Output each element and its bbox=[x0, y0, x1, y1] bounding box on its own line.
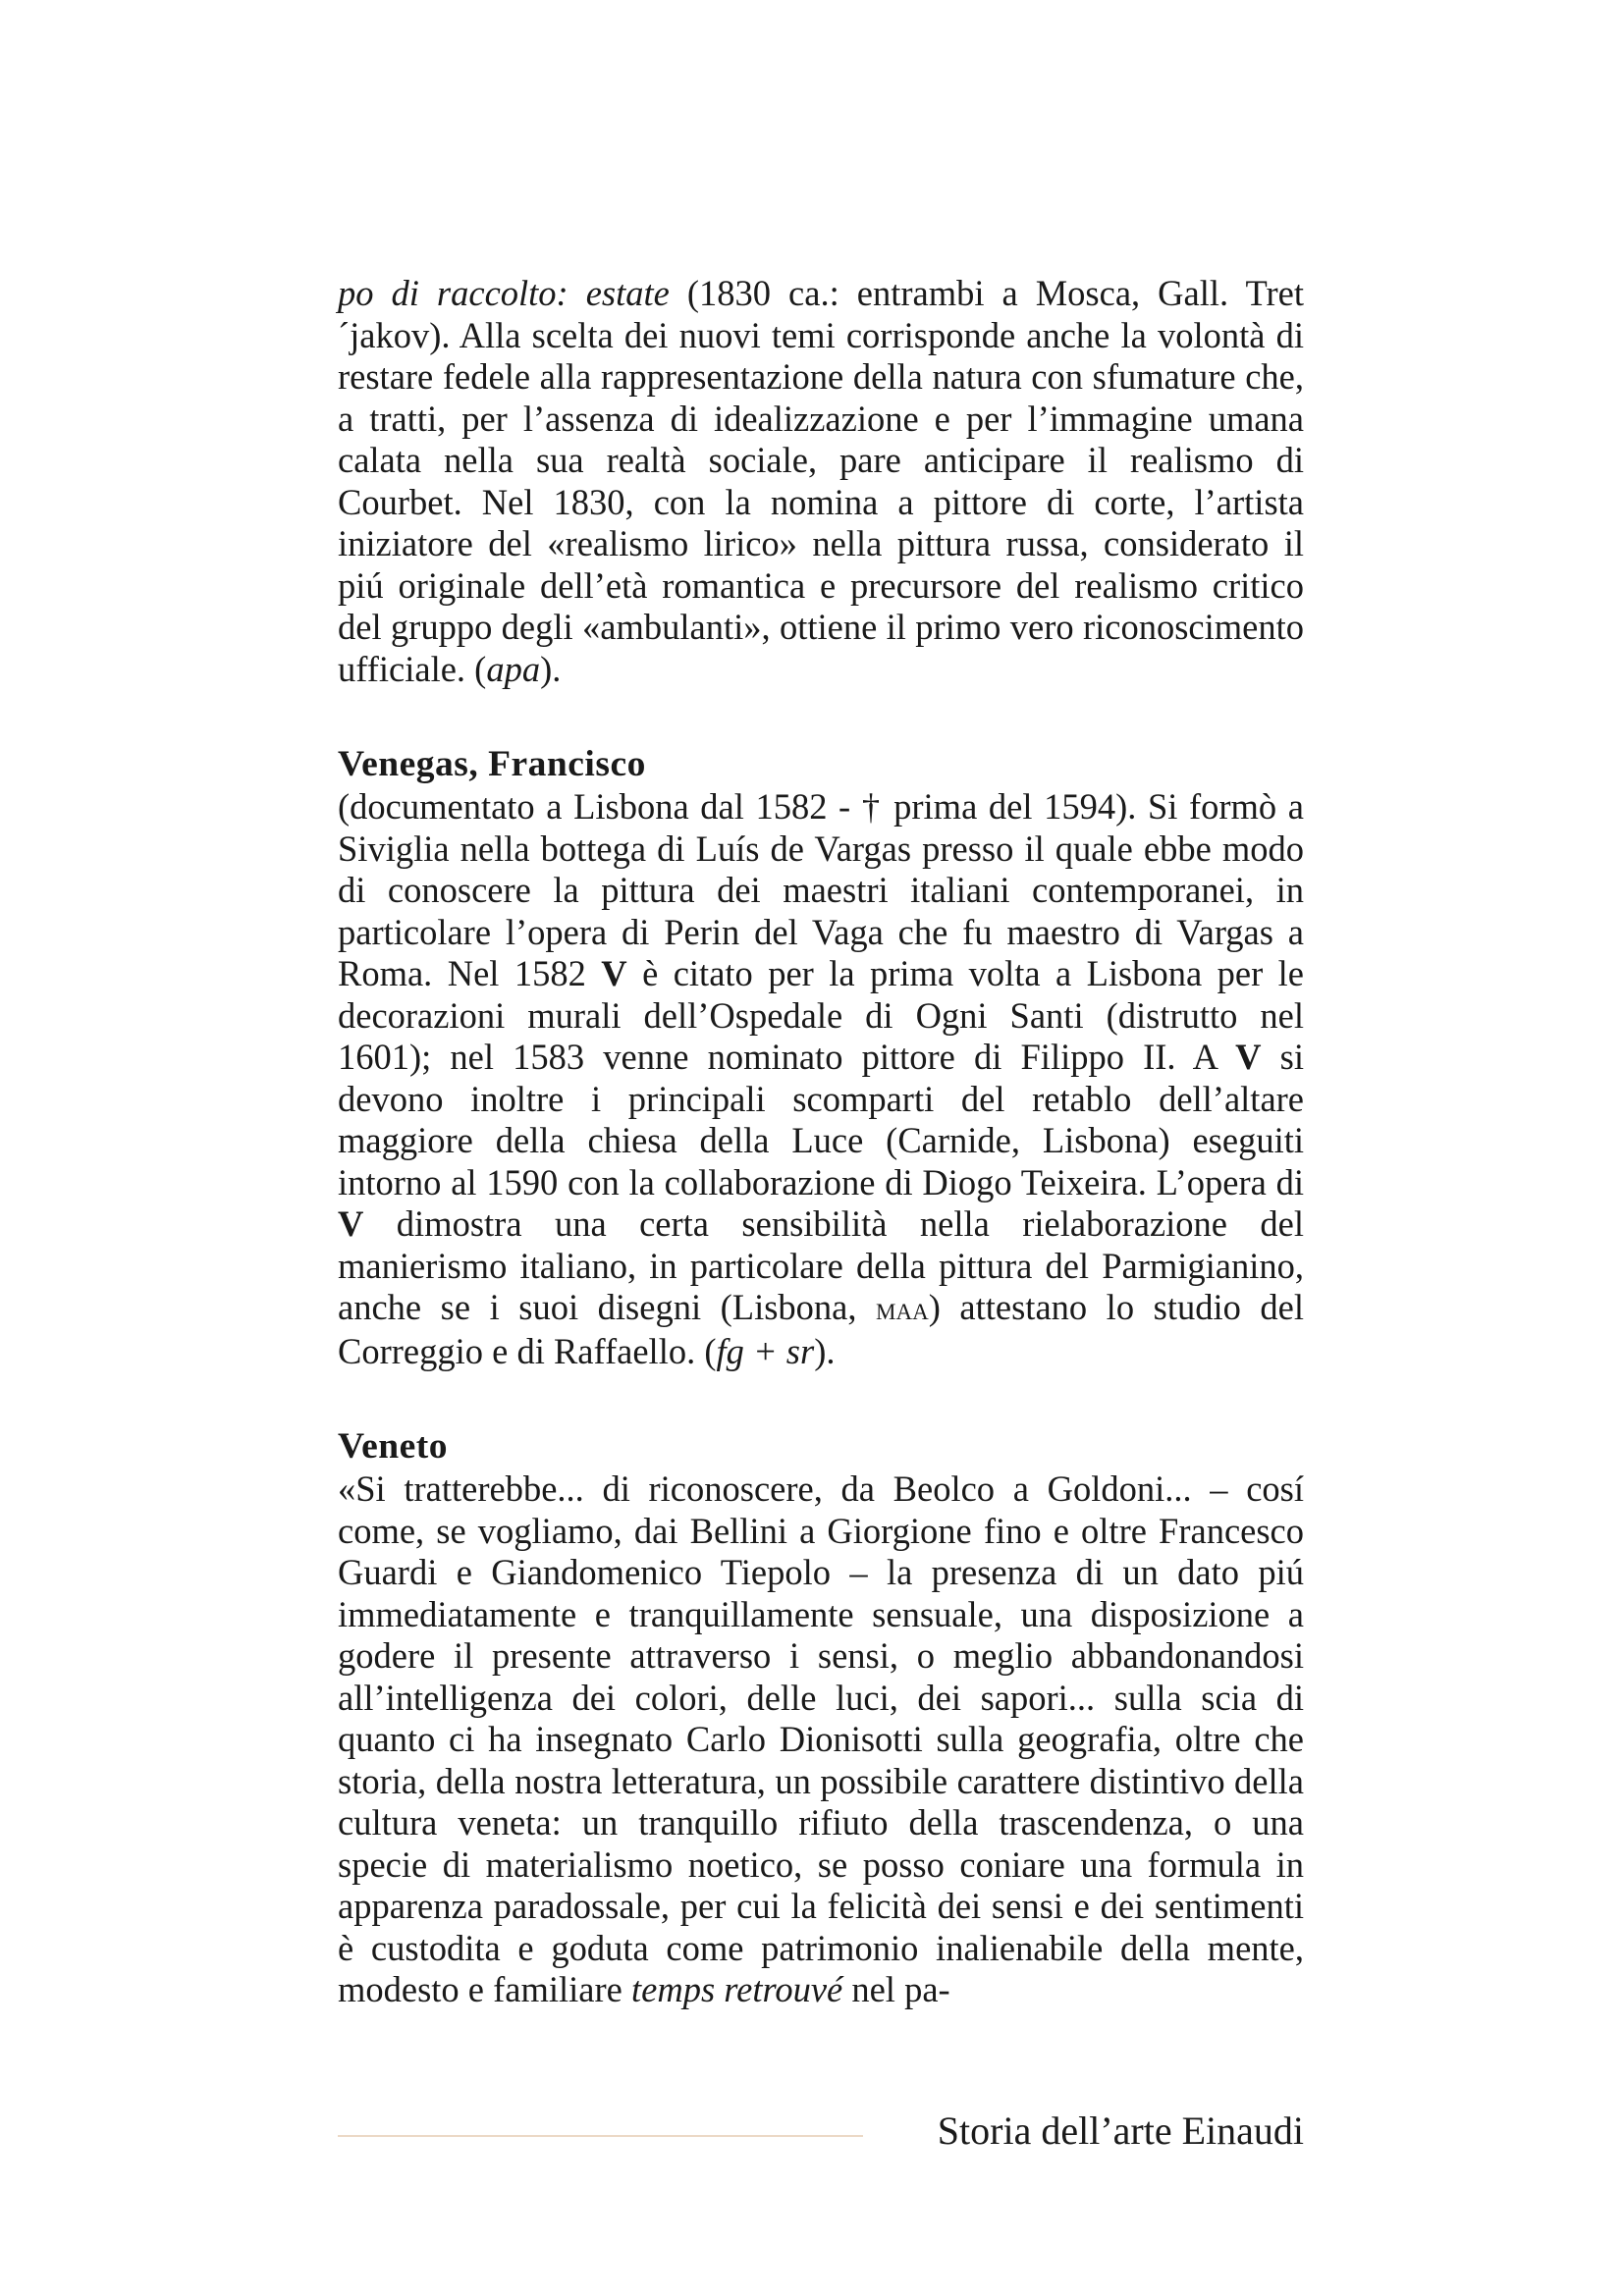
venegas-title: Venegas, Francisco bbox=[338, 744, 646, 784]
veneto-italic-phrase: temps retrouvé bbox=[631, 1969, 843, 2009]
page-footer bbox=[338, 2107, 1304, 2156]
intro-italic-title: po di raccolto: estate bbox=[338, 273, 670, 313]
venegas-author: fg + sr bbox=[716, 1330, 815, 1371]
page-body bbox=[338, 273, 1304, 2011]
veneto-title: Veneto bbox=[338, 1426, 449, 1467]
intro-author: apa bbox=[486, 648, 541, 689]
footer-rule bbox=[338, 2135, 863, 2137]
footer-publisher: Storia dell’arte Einaudi bbox=[937, 2109, 1304, 2153]
intro-paragraph: po di raccolto: estate (1830 ca.: entrambi a Mosca, Gall. Tret´jakov). Alla scelta dei nuovi temi corrisponde anche la volontà di restare fedele alla rappresentazione della natura con sfumature che, a tratti, per l’assenza di idealizzazione e per l’immagine umana calata nella sua realtà sociale, pare anticipare il realismo di Courbet. Nel 1830, con la nomina a pittore di corte, l’artista iniziatore del «realismo lirico» nella pittura russa, considerato il piú originale dell’età romantica e precursore del realismo critico del gruppo degli «ambulanti», ottiene il primo vero riconoscimento ufficiale. (apa). bbox=[338, 273, 1304, 689]
veneto-paragraph: «Si tratterebbe... di riconoscere, da Beolco a Goldoni... – cosí come, se vogliamo, dai Bellini a Giorgione fino e oltre Francesco Guardi e Giandomenico Tiepolo – la presenza di un dato piú immediatamente e tranquillamente sensuale, una disposizione a godere il presente attraverso i sensi, o meglio abbandonandosi all’intelligenza dei colori, delle luci, dei sapori... sulla scia di quanto ci ha insegnato Carlo Dionisotti sulla geografia, oltre che storia, della nostra letteratura, un possibile carattere distintivo della cultura veneta: un tranquillo rifiuto della trascendenza, o una specie di materialismo noetico, se posso coniare una formula in apparenza paradossale, per cui la felicità dei sensi e dei sentimenti è custodita e goduta come patrimonio inalienabile della mente, modesto e familiare temps retrouvé nel pa- bbox=[338, 1468, 1304, 2009]
venegas-paragraph: (documentato a Lisbona dal 1582 - † prima del 1594). Si formò a Siviglia nella bottega di Luís de Vargas presso il quale ebbe modo di conoscere la pittura dei maestri italiani contemporanei, in particolare l’opera di Perin del Vaga che fu maestro di Vargas a Roma. Nel 1582 V è citato per la prima volta a Lisbona per le decorazioni murali dell’Ospedale di Ogni Santi (distrutto nel 1601); nel 1583 venne nominato pittore di Filippo II. A V si devono inoltre i principali scomparti del retablo dell’altare maggiore della chiesa della Luce (Carnide, Lisbona) eseguiti intorno al 1590 con la collaborazione di Diogo Teixeira. L’opera di V dimostra una certa sensibilità nella rielaborazione del manierismo italiano, in particolare della pittura del Parmigianino, anche se i suoi disegni (Lisbona, maa) attestano lo studio del Correggio e di Raffaello. (fg + sr). bbox=[338, 786, 1305, 1371]
maa-abbreviation: maa bbox=[876, 1292, 929, 1327]
